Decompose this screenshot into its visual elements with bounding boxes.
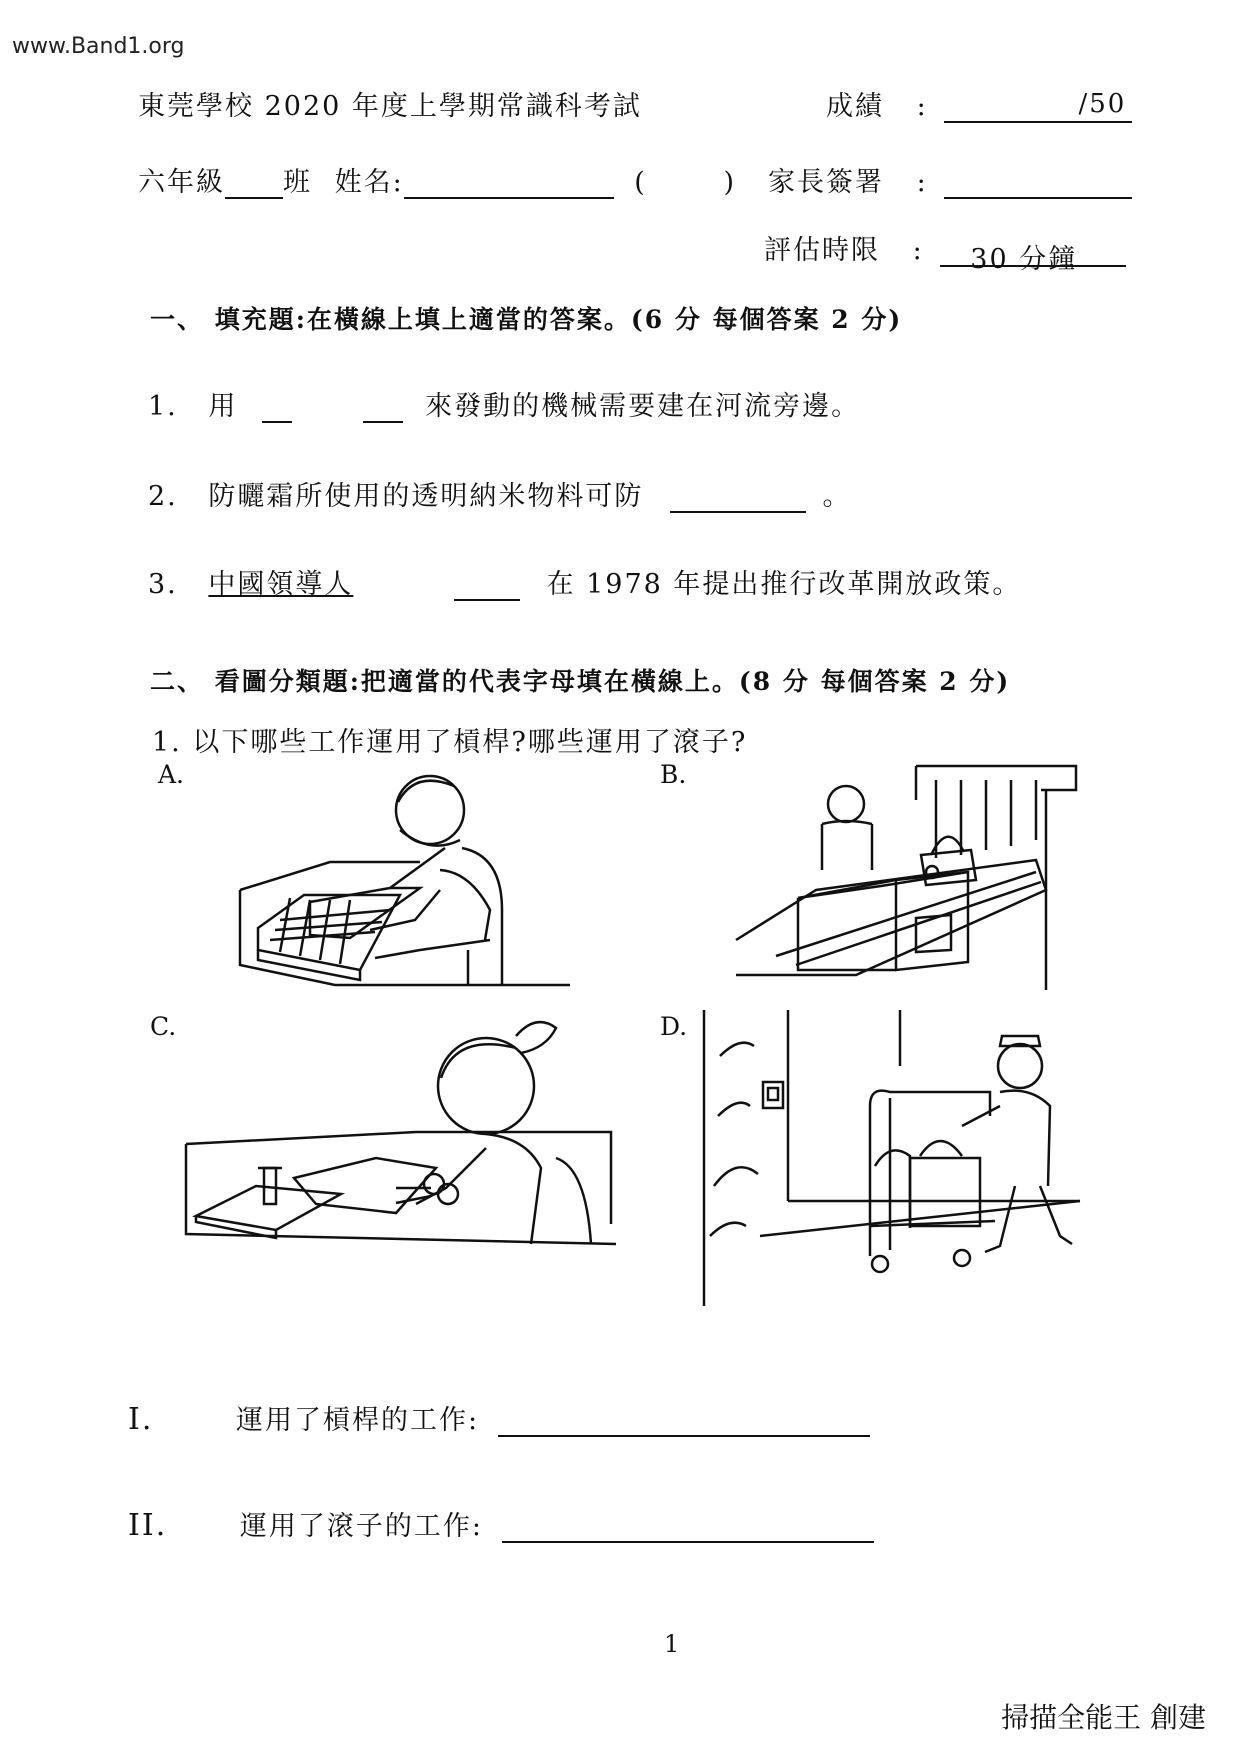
time-value: 30 分鐘 [940,237,1126,267]
exam-title: 東莞學校 2020 年度上學期常識科考試 [138,91,642,122]
class-field[interactable] [225,171,283,199]
time-row [764,228,1126,275]
score-label: 成績 [826,91,884,122]
ans2-number: II. [128,1508,168,1543]
parent-sign-field[interactable] [944,171,1132,199]
time-label: 評估時限 [764,235,880,266]
roller-answer-field[interactable] [502,1515,874,1543]
q3-number: 3. [148,569,178,600]
s1-question-3 [148,562,1021,601]
label-d: D. [660,1012,688,1041]
lever-answer-field[interactable] [498,1409,870,1437]
section1-heading: 一、 填充題:在橫線上填上適當的答案。(6 分 每個答案 2 分) [150,305,903,334]
section2-heading: 二、 看圖分類題:把適當的代表字母填在橫線上。(8 分 每個答案 2 分) [150,667,1011,696]
s1-question-1 [148,384,860,423]
label-b: B. [660,760,687,789]
name-label: 姓名: [334,167,404,198]
paren-open: ( [634,167,647,198]
picture-b-conveyor-belt [736,760,1084,992]
label-a: A. [158,760,185,789]
q2-pre: 防曬霜所使用的透明納米物料可防 [208,481,644,512]
picture-d-luggage-trolley [700,1006,1080,1306]
q1-number: 1. [148,391,178,422]
picture-a-paper-cutter [240,760,570,1000]
q3-pre: 中國領導人 [208,569,354,600]
answer-row-lever [128,1398,870,1437]
score-row [826,84,1132,123]
ans2-label: 運用了滾子的工作: [239,1511,483,1542]
q2-post: 。 [822,481,852,512]
q1-blank-b[interactable] [363,397,403,423]
score-colon: : [916,91,928,122]
watermark: www.Band1.org [12,34,185,59]
parent-sign-label: 家長簽署 [768,167,884,198]
parent-sign-colon: : [916,167,928,198]
q1-post: 來發動的機械需要建在河流旁邊。 [425,391,861,422]
picture-c-scissors [186,1008,616,1260]
grade-label: 六年級 [138,167,225,198]
class-label: 班 [283,167,312,198]
score-total: /50 [1078,89,1127,119]
name-field[interactable] [404,171,614,199]
ans1-number: I. [128,1402,154,1437]
q2-number: 2. [148,481,178,512]
q2-blank[interactable] [670,487,806,513]
ans1-label: 運用了槓桿的工作: [235,1405,480,1436]
q1-blank-a[interactable] [262,397,292,423]
footer-scanner-credit: 掃描全能王 創建 [1001,1701,1206,1734]
parent-sign-row [768,160,1132,199]
s1-question-2 [148,474,852,513]
s2-question-1: 1. 以下哪些工作運用了槓桿?哪些運用了滾子? [152,727,748,758]
answer-row-roller [128,1504,874,1543]
paren-close: ) [723,167,736,198]
label-c: C. [150,1012,177,1041]
q3-blank[interactable] [454,575,520,601]
score-field[interactable] [944,91,1132,123]
q3-post: 在 1978 年提出推行改革開放政策。 [546,569,1022,600]
page-number: 1 [664,1630,680,1658]
student-info-row [138,160,736,199]
q1-pre: 用 [208,391,238,422]
time-colon: : [912,235,924,266]
